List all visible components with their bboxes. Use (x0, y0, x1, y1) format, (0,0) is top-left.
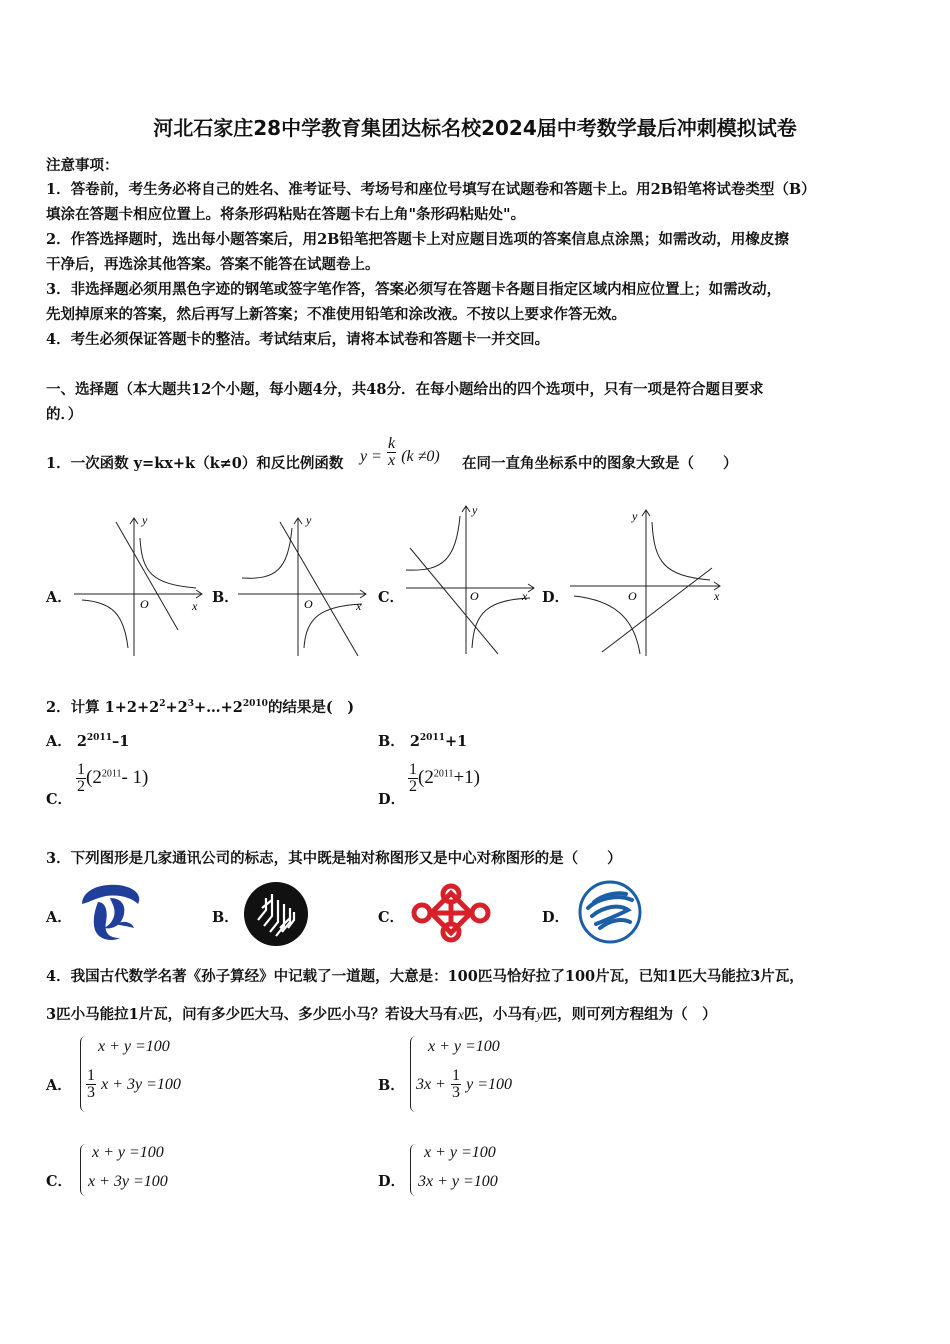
q2-d-exp: 2011 (433, 768, 454, 780)
q1-d-hyperbola-upper (652, 522, 710, 580)
q4-a-frac-den: 3 (87, 1084, 95, 1101)
q1-b-origin: O (304, 597, 313, 611)
q4-b-eq2 (416, 1068, 512, 1101)
q2-option-a (46, 730, 129, 751)
q4-option-b-label: B． (378, 1077, 405, 1094)
q3-option-c-label: C． (378, 909, 405, 926)
q1-c-hyperbola-lower (472, 598, 530, 648)
notice-item-2-line-2: 干净后，再选涂其他答案。答案不能答在试题卷上。 (46, 256, 380, 273)
q4-option-c-label: C． (46, 1173, 73, 1190)
q2-c-exp: 2011 (101, 768, 122, 780)
notice-heading: 注意事项： (46, 157, 119, 174)
q1-c-origin: O (470, 589, 479, 603)
q4-a-eq2 (86, 1068, 181, 1101)
q4-b-eq1: x + y =100 (428, 1038, 500, 1055)
q1-prefix: 1．一次函数 y=kx+k（k≠0）和反比例函数 (46, 455, 344, 472)
q4-line-2-a: 3匹小马能拉1片瓦，问有多少匹大马、多少匹小马？若设大马有 (46, 1006, 458, 1023)
q1-suffix: 在同一直角坐标系中的图象大致是（ ） (462, 455, 738, 472)
q1-b-y-label: y (306, 513, 312, 527)
q2-d-base: (2 (418, 767, 434, 788)
telecom-logo (76, 880, 144, 944)
q2-b-label: B． (378, 733, 405, 750)
section-heading-line-1: 一、选择题（本大题共12个小题，每小题4分，共48分．在每小题给出的四个选项中，只有一项是符合题目要求 (46, 381, 764, 398)
q4-var-x: x (457, 1008, 464, 1023)
q1-formula-cond: (k ≠0) (401, 448, 440, 465)
q1-formula-den: x (388, 452, 396, 469)
q2-sup-2: 3 (187, 699, 194, 710)
q4-a-fraction (86, 1068, 96, 1101)
q2-c-tail: - 1) (121, 767, 149, 788)
q4-a-frac-num: 1 (87, 1067, 95, 1084)
q2-c-den: 2 (77, 778, 85, 795)
unicom-knot-logo (410, 882, 492, 944)
section-heading-line-2: 的．） (46, 406, 83, 423)
q3-option-d-label: D． (542, 909, 570, 926)
q4-line-2-b: 匹，小马有 (463, 1006, 537, 1023)
q1-b-x-label: x (356, 599, 362, 613)
q2-option-c-expr (76, 762, 148, 795)
q1-a-line (116, 522, 178, 630)
q1-graph-c (404, 502, 538, 658)
q1-formula-num: k (388, 435, 396, 452)
q2-c-base: (2 (86, 767, 102, 788)
q1-c-hyperbola-upper (406, 516, 460, 570)
circle-stripes-logo (242, 880, 310, 948)
q3-option-a-label: A． (46, 909, 72, 926)
q3-option-b-label: B． (212, 909, 239, 926)
q4-var-y: y (536, 1008, 543, 1023)
q4-line-1: 4．我国古代数学名著《孙子算经》中记载了一道题，大意是：100匹马恰好拉了100片瓦，已知1匹大马能拉3片瓦， (46, 968, 804, 985)
q2-a-tail: –1 (111, 733, 130, 750)
q4-option-a-label: A． (46, 1077, 72, 1094)
mobile-logo (578, 880, 642, 944)
q2-option-d-label: D． (378, 791, 406, 808)
q2-a-base: 2 (76, 733, 87, 750)
notice-item-1-line-2: 填涂在答题卡相应位置上。将条形码粘贴在答题卡右上角"条形码粘贴处"。 (46, 206, 526, 223)
q4-b-eq2-head: 3x + (416, 1076, 446, 1093)
q1-option-b-label: B． (212, 589, 239, 606)
q1-option-a-label: A． (46, 589, 72, 606)
notice-item-3-line-2: 先划掉原来的答案，然后再写上新答案；不准使用铅笔和涂改液。不按以上要求作答无效。 (46, 306, 626, 323)
q1-a-y-label: y (142, 513, 148, 527)
q2-b-base: 2 (409, 733, 420, 750)
q4-d-eq2: 3x + y =100 (418, 1173, 498, 1190)
q1-a-hyperbola-upper (140, 538, 196, 588)
q2-b-exp: 2011 (419, 733, 445, 744)
q3-text: 3．下列图形是几家通讯公司的标志，其中既是轴对称图形又是中心对称图形的是（ ） (46, 850, 622, 867)
q4-d-eq1: x + y =100 (424, 1144, 496, 1161)
q1-graph-b (236, 508, 370, 658)
q2-d-num: 1 (409, 761, 417, 778)
q1-formula-fraction (387, 436, 396, 469)
q1-c-line (410, 548, 498, 654)
q1-formula-lhs: y = (360, 448, 382, 465)
q4-b-frac-num: 1 (452, 1067, 460, 1084)
q1-b-line (280, 522, 358, 656)
q1-b-hyperbola-upper (242, 528, 292, 578)
q2-text-b: +2 (165, 699, 188, 716)
q4-line-2-c: 匹，则可列方程组为（ ） (542, 1006, 717, 1023)
q2-sup-1: 2 (159, 699, 166, 710)
q1-option-c-label: C． (378, 589, 405, 606)
q2-a-exp: 2011 (86, 733, 112, 744)
notice-item-3-line-1: 3．非选择题必须用黑色字迹的钢笔或签字笔作答，答案必须写在答题卡各题目指定区域内相应位置上；如需改动， (46, 281, 782, 298)
q2-sup-3: 2010 (242, 699, 268, 710)
q1-c-x-label: x (522, 589, 528, 603)
q1-a-origin: O (140, 597, 149, 611)
q2-option-d-expr (408, 762, 480, 795)
q1-b-hyperbola-lower (304, 604, 362, 648)
q4-option-d-label: D． (378, 1173, 406, 1190)
notice-item-2-line-1: 2．作答选择题时，选出每小题答案后，用2B铅笔把答题卡上对应题目选项的答案信息点涂黑；如需改动，用橡皮擦 (46, 231, 789, 248)
q4-a-eq1: x + y =100 (98, 1038, 170, 1055)
q4-line-2 (46, 1003, 717, 1024)
q2-text-d: 的结果是( ) (267, 699, 355, 716)
q4-b-frac-den: 3 (452, 1084, 460, 1101)
notice-item-1-line-1: 1．答卷前，考生务必将自己的姓名、准考证号、考场号和座位号填写在试题卷和答题卡上。用2B铅笔将试卷类型（B） (46, 181, 816, 198)
q1-d-x-label: x (714, 589, 720, 603)
q2-c-num: 1 (77, 761, 85, 778)
q2-text (46, 696, 354, 717)
q4-b-eq2-tail: y =100 (466, 1076, 512, 1093)
q1-d-y-label: y (632, 509, 638, 523)
q4-a-eq2-tail: x + 3y =100 (101, 1076, 181, 1093)
q1-a-x-label: x (192, 599, 198, 613)
q2-d-den: 2 (409, 778, 417, 795)
q2-option-b (378, 730, 467, 751)
q1-c-y-label: y (472, 503, 478, 517)
q2-d-tail: +1) (453, 767, 481, 788)
q1-graph-d (568, 504, 726, 658)
q2-b-tail: +1 (444, 733, 468, 750)
q2-text-a: 2．计算 1+2+2 (46, 699, 160, 716)
q1-graph-a (72, 508, 206, 658)
q2-d-fraction (408, 762, 418, 795)
q1-d-origin: O (628, 589, 637, 603)
notice-item-4: 4．考生必须保证答题卡的整洁。考试结束后，请将本试卷和答题卡一并交回。 (46, 331, 550, 348)
page-title: 河北石家庄28中学教育集团达标名校2024届中考数学最后冲刺模拟试卷 (153, 116, 797, 140)
q1-formula (360, 430, 440, 470)
q1-option-d-label: D． (542, 589, 570, 606)
q4-c-eq1: x + y =100 (92, 1144, 164, 1161)
q2-text-c: +…+2 (193, 699, 243, 716)
q2-option-c-label: C． (46, 791, 73, 808)
q1-d-line (602, 568, 712, 652)
q1-a-hyperbola-lower (82, 600, 128, 648)
q4-c-eq2: x + 3y =100 (88, 1173, 168, 1190)
q2-a-label: A． (46, 733, 72, 750)
q4-b-fraction (451, 1068, 461, 1101)
q2-c-fraction (76, 762, 86, 795)
q1-d-hyperbola-lower (574, 596, 640, 654)
